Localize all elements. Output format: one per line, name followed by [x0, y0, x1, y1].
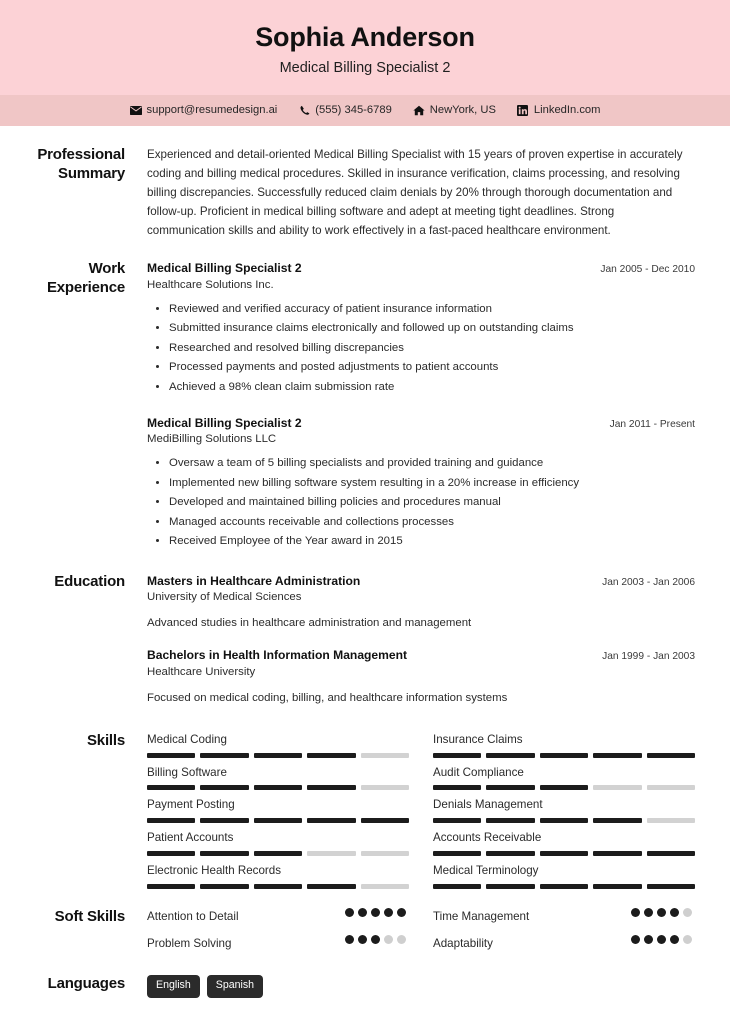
skill-level-segment	[147, 851, 195, 856]
entry-bullet-list	[147, 300, 695, 398]
entry-header	[147, 647, 695, 663]
skill-level-segment	[593, 818, 641, 823]
languages-list	[147, 975, 695, 997]
skill-level-segment	[361, 785, 409, 790]
contact-item-text: LinkedIn.com	[533, 104, 601, 117]
section-content-languages	[147, 975, 695, 997]
envelope-icon	[130, 104, 142, 116]
soft-skill-item	[147, 908, 409, 935]
skills-grid	[147, 732, 695, 896]
skill-level-bar	[147, 884, 409, 889]
skill-level-segment	[433, 785, 481, 790]
skill-level-segment	[647, 785, 695, 790]
section-label-work: Work Experience	[46, 260, 125, 296]
contact-item-envelope[interactable]	[130, 104, 278, 116]
skill-level-bar	[433, 818, 695, 823]
entry-date: Jan 2005 - Dec 2010	[600, 264, 695, 276]
skill-level-segment	[200, 884, 248, 889]
skill-level-segment	[540, 818, 588, 823]
skill-level-segment	[433, 884, 481, 889]
skill-level-segment	[254, 818, 302, 823]
skill-level-segment	[486, 818, 534, 823]
rating-dot	[670, 935, 679, 944]
entry-date: Jan 1999 - Jan 2003	[602, 651, 695, 663]
skill-level-bar	[147, 785, 409, 790]
entry-header	[147, 415, 695, 431]
section-content-work	[147, 260, 695, 555]
header-job-title: Medical Billing Specialist 2	[279, 60, 451, 77]
skill-level-segment	[147, 884, 195, 889]
skill-level-segment	[593, 851, 641, 856]
rating-dot	[657, 908, 666, 917]
skill-level-segment	[540, 884, 588, 889]
skill-level-segment	[647, 884, 695, 889]
skill-level-segment	[254, 785, 302, 790]
entry-title: Bachelors in Health Information Management	[147, 648, 408, 663]
rating-dot	[631, 935, 640, 944]
skill-level-segment	[200, 851, 248, 856]
skill-name: Audit Compliance	[433, 765, 524, 779]
rating-dot	[384, 935, 393, 944]
experience-entry	[147, 415, 695, 552]
soft-skill-name: Attention to Detail	[147, 909, 239, 923]
phone-icon	[298, 104, 310, 116]
rating-dot	[358, 935, 367, 944]
skill-item	[433, 765, 695, 798]
entry-bullet-list	[147, 454, 695, 552]
entry-description: Focused on medical coding, billing, and healthcare information systems	[147, 691, 508, 704]
soft-skill-name: Problem Solving	[147, 936, 232, 950]
section-content-skills	[147, 732, 695, 896]
list-item: • Developed and maintained billing policies and procedures manual	[169, 493, 695, 513]
skill-name: Billing Software	[147, 765, 227, 779]
rating-dot	[371, 935, 380, 944]
skill-level-segment	[200, 818, 248, 823]
skill-level-segment	[593, 884, 641, 889]
experience-entry	[147, 647, 695, 706]
section-label-soft-skills: Soft Skills	[54, 907, 125, 925]
list-item: • Managed accounts receivable and collections processes	[169, 513, 695, 533]
soft-skill-item	[433, 935, 695, 962]
section-content-education	[147, 573, 695, 710]
language-tag: Spanish	[207, 975, 263, 997]
skill-level-bar	[147, 851, 409, 856]
skill-level-segment	[361, 753, 409, 758]
entry-organization: MediBilling Solutions LLC	[147, 432, 277, 445]
entry-date: Jan 2003 - Jan 2006	[602, 577, 695, 588]
entry-title: Masters in Healthcare Administration	[147, 574, 361, 588]
skill-level-bar	[433, 753, 695, 758]
skill-level-segment	[433, 851, 481, 856]
list-item: • Implemented new billing software system resulting in a 20% increase in efficiency	[169, 474, 695, 494]
list-item: • Received Employee of the Year award in 2015	[169, 532, 695, 552]
skill-item	[147, 765, 409, 798]
entry-spacer	[147, 401, 695, 415]
soft-skills-grid	[147, 908, 695, 962]
contact-item-text: (555) 345-6789	[315, 104, 392, 117]
soft-skill-name: Adaptability	[433, 936, 493, 950]
skill-item	[147, 797, 409, 830]
rating-dot	[345, 935, 354, 944]
skill-item	[433, 830, 695, 863]
skill-level-segment	[486, 851, 534, 856]
skill-level-bar	[433, 785, 695, 790]
skill-level-segment	[147, 818, 195, 823]
section-content-summary	[147, 146, 695, 240]
rating-dot	[683, 935, 692, 944]
linkedin-icon	[517, 104, 529, 116]
list-item: • Reviewed and verified accuracy of patient insurance information	[169, 300, 695, 320]
skill-level-segment	[147, 785, 195, 790]
soft-skill-rating-dots	[631, 908, 695, 917]
skill-item	[433, 863, 695, 896]
soft-skill-rating-dots	[345, 935, 409, 944]
section-content-soft-skills	[147, 908, 695, 962]
rating-dot	[644, 908, 653, 917]
entry-description: Advanced studies in healthcare administration and management	[147, 617, 472, 630]
experience-entry	[147, 260, 695, 397]
skill-level-segment	[540, 851, 588, 856]
skill-level-bar	[433, 851, 695, 856]
skill-item	[433, 732, 695, 765]
skill-name: Patient Accounts	[147, 831, 234, 845]
experience-entry	[147, 573, 695, 632]
skill-level-segment	[486, 884, 534, 889]
soft-skill-item	[433, 908, 695, 935]
skill-level-segment	[540, 785, 588, 790]
list-item: • Achieved a 98% clean claim submission rate	[169, 378, 695, 398]
soft-skill-name: Time Management	[433, 909, 530, 923]
section-professional-summary	[35, 146, 695, 240]
list-item: • Processed payments and posted adjustments to patient accounts	[169, 358, 695, 378]
resume-body	[0, 126, 730, 997]
list-item: • Oversaw a team of 5 billing specialists and provided training and guidance	[169, 454, 695, 474]
skill-name: Electronic Health Records	[147, 863, 282, 877]
contact-item-text: NewYork, US	[429, 104, 496, 117]
contact-item-linkedin[interactable]	[517, 104, 601, 116]
home-icon	[413, 104, 425, 116]
skill-level-segment	[647, 753, 695, 758]
contact-bar	[0, 95, 730, 126]
skill-level-segment	[200, 785, 248, 790]
skill-level-segment	[307, 785, 355, 790]
skill-level-segment	[307, 818, 355, 823]
rating-dot	[683, 908, 692, 917]
skill-name: Payment Posting	[147, 798, 235, 812]
skill-level-segment	[647, 851, 695, 856]
section-skills	[35, 732, 695, 896]
skill-level-segment	[147, 753, 195, 758]
soft-skill-rating-dots	[631, 935, 695, 944]
section-label-education: Education	[54, 573, 125, 590]
skill-level-segment	[361, 851, 409, 856]
entry-organization: Healthcare Solutions Inc.	[147, 278, 274, 291]
skill-item	[433, 797, 695, 830]
skill-level-segment	[254, 753, 302, 758]
section-work-experience	[35, 260, 695, 555]
entry-spacer	[147, 635, 695, 647]
skill-level-segment	[254, 884, 302, 889]
rating-dot	[371, 908, 380, 917]
skill-item	[147, 732, 409, 765]
page-title: Sophia Anderson	[255, 22, 475, 52]
entry-header	[147, 260, 695, 276]
skill-level-segment	[486, 753, 534, 758]
entry-organization: University of Medical Sciences	[147, 591, 302, 604]
contact-item-text: support@resumedesign.ai	[146, 104, 278, 117]
entry-date: Jan 2011 - Present	[609, 418, 695, 430]
rating-dot	[345, 908, 354, 917]
skill-level-segment	[307, 753, 355, 758]
skill-name: Insurance Claims	[433, 732, 523, 746]
skill-name: Medical Coding	[147, 732, 227, 746]
rating-dot	[644, 935, 653, 944]
section-languages	[35, 975, 695, 997]
skill-level-segment	[361, 818, 409, 823]
contact-item-phone[interactable]	[298, 104, 392, 116]
skill-level-segment	[361, 884, 409, 889]
language-tag: English	[147, 975, 200, 997]
resume-header	[0, 0, 730, 95]
section-education	[35, 573, 695, 710]
skill-level-segment	[433, 818, 481, 823]
section-label-languages: Languages	[47, 975, 125, 993]
skill-level-bar	[147, 753, 409, 758]
rating-dot	[397, 908, 406, 917]
skill-level-segment	[486, 785, 534, 790]
skill-item	[147, 863, 409, 896]
section-soft-skills	[35, 908, 695, 962]
list-item: • Researched and resolved billing discrepancies	[169, 339, 695, 359]
entry-title: Medical Billing Specialist 2	[147, 261, 302, 276]
section-label-summary: Professional Summary	[37, 146, 125, 182]
rating-dot	[358, 908, 367, 917]
skill-name: Medical Terminology	[433, 863, 539, 877]
section-label-skills: Skills	[87, 731, 125, 749]
rating-dot	[384, 908, 393, 917]
entry-title: Medical Billing Specialist 2	[147, 415, 302, 430]
skill-level-segment	[540, 753, 588, 758]
rating-dot	[670, 908, 679, 917]
rating-dot	[631, 908, 640, 917]
skill-level-bar	[147, 818, 409, 823]
skill-level-segment	[307, 851, 355, 856]
soft-skill-item	[147, 935, 409, 962]
rating-dot	[397, 935, 406, 944]
soft-skill-rating-dots	[345, 908, 409, 917]
summary-text: Experienced and detail-oriented Medical Billing Specialist with 15 years of proven expertise in accurately coding and billing medical procedures. Skilled in insurance verification, claims processing, and resolving billing discrepancies. Successfully reduced claim denials by 20% through thorough documentation and follow-up. Proficient in medical billing software and adept at meeting tight deadlines. Strong communication skills and ability to work effectively in a fast-paced healthcare environment.	[147, 148, 683, 237]
list-item: • Submitted insurance claims electronically and followed up on outstanding claims	[169, 319, 695, 339]
skill-name: Denials Management	[433, 798, 543, 812]
skill-level-segment	[593, 785, 641, 790]
skill-level-bar	[433, 884, 695, 889]
skill-level-segment	[433, 753, 481, 758]
contact-item-home[interactable]	[413, 104, 496, 116]
skill-level-segment	[254, 851, 302, 856]
skill-name: Accounts Receivable	[433, 831, 542, 845]
skill-level-segment	[307, 884, 355, 889]
entry-organization: Healthcare University	[147, 665, 256, 678]
skill-level-segment	[200, 753, 248, 758]
skill-level-segment	[593, 753, 641, 758]
rating-dot	[657, 935, 666, 944]
skill-item	[147, 830, 409, 863]
entry-header	[147, 573, 695, 589]
skill-level-segment	[647, 818, 695, 823]
